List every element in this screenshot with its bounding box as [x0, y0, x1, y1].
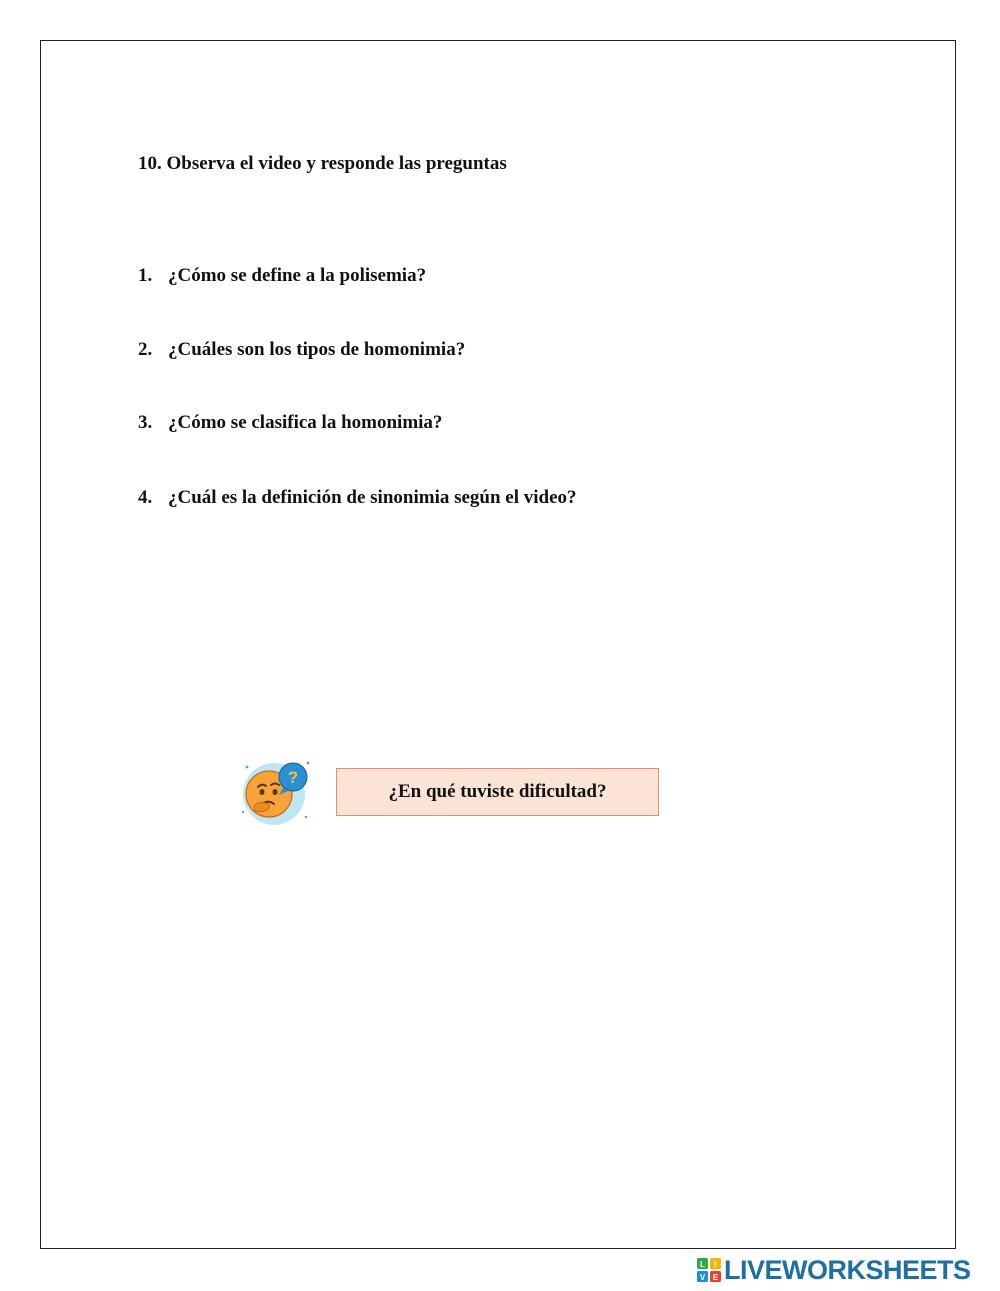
- question-text: ¿Cuáles son los tipos de homonimia?: [168, 339, 466, 360]
- question-text: ¿Cuál es la definición de sinonimia según el video?: [168, 487, 577, 508]
- question-item: [138, 339, 465, 361]
- brand-name: LIVEWORKSHEETS: [724, 1255, 971, 1285]
- question-number: 2.: [138, 339, 153, 360]
- question-item: [138, 265, 426, 287]
- exercise-heading: 10. Observa el video y responde las preguntas: [138, 153, 507, 174]
- svg-text:?: ?: [287, 768, 299, 787]
- difficulty-prompt-box: [336, 768, 659, 816]
- logo-letter: E: [712, 1273, 719, 1282]
- logo-letter: V: [699, 1273, 706, 1282]
- worksheet-page-frame: [40, 40, 956, 1249]
- question-item: [138, 412, 442, 434]
- question-number: 1.: [138, 265, 153, 286]
- question-text: ¿Cómo se clasifica la homonimia?: [168, 412, 443, 433]
- liveworksheets-brand[interactable]: [697, 1255, 971, 1285]
- logo-letter: I: [714, 1260, 717, 1269]
- logo-letter: L: [700, 1260, 705, 1269]
- question-item: [138, 487, 577, 509]
- liveworksheets-logo-icon: [697, 1258, 721, 1282]
- difficulty-prompt-text: ¿En qué tuviste dificultad?: [388, 781, 607, 802]
- question-number: 3.: [138, 412, 153, 433]
- question-number: 4.: [138, 487, 153, 508]
- thinking-face-question-icon: [238, 757, 314, 827]
- question-text: ¿Cómo se define a la polisemia?: [168, 265, 427, 286]
